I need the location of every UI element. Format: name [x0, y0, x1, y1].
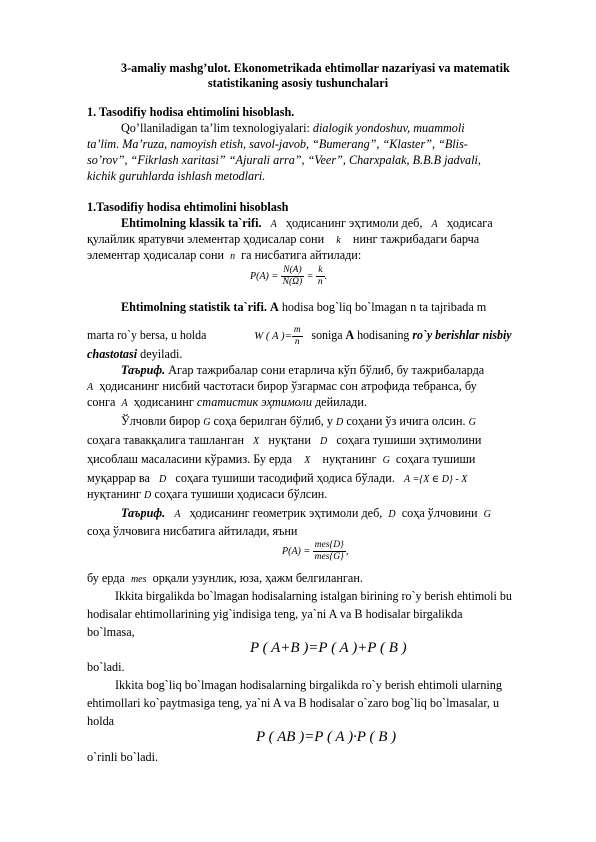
- mul-line-1: Ikkita bog`liq bo`lmagan hodisalarning birgalikda ro`y berish ehtimoli ularning: [115, 678, 502, 692]
- def2-line-2: соҳа ўлчовига нисбатига айтилади, яъни: [87, 524, 298, 538]
- stat-text-6: chastotasi: [87, 347, 138, 361]
- stat-def-line-3: [87, 347, 182, 361]
- symbol-g: G: [203, 417, 211, 428]
- classic-text-1: ҳодисанинг эҳтимоли деб,: [285, 216, 423, 230]
- add-line-3: bo`lmasa,: [87, 625, 135, 639]
- symbol-a: A: [270, 219, 277, 230]
- fraction-numerator: N(A): [281, 265, 305, 277]
- def1-line-1: [121, 363, 484, 377]
- fraction-denominator: n: [317, 277, 323, 288]
- stat-def-line-2: [87, 322, 512, 349]
- fraction-denominator: N(Ω): [282, 277, 303, 288]
- stat-text-7: deyiladi.: [140, 347, 183, 361]
- geo-text: соҳани ўз ичига олсин.: [346, 414, 466, 428]
- definition-term: Таъриф.: [121, 363, 166, 377]
- mes-text: бу ерда: [87, 571, 125, 585]
- formula-relative-frequency: [254, 324, 302, 347]
- symbol-a: A: [121, 398, 128, 409]
- tech-line-3: so’rov”, “Fikrlash xaritasi” “Ajurali arra”, “Veer”, Charxpalak, B.B.B jadvali,: [87, 153, 481, 167]
- geo-text: соҳага тушиши ҳодисаси бўлсин.: [154, 487, 328, 501]
- geo-text: соҳага тавакқалига ташланган: [87, 433, 244, 447]
- symbol-x: X: [253, 436, 260, 447]
- symbol-g: G: [382, 455, 390, 466]
- geo-line-2: [87, 433, 481, 449]
- fraction-numerator: mes{D}: [314, 540, 344, 551]
- geo-line-3: [87, 452, 475, 468]
- geo-text: ҳисоблаш масаласини кўрамиз. Бу ерда: [87, 452, 293, 466]
- stat-text-4: hodisaning: [357, 328, 410, 342]
- geo-line-1: [121, 414, 476, 430]
- add-line-1: Ikkita birgalikda bo`lmagan hodisalarning istalgan birining ro`y berish ehtimoli bu: [115, 589, 512, 603]
- mul-line-2: ehtimollari ko`paytmasiga teng, ya`ni A va B hodisalar o`zaro bog`liq bo`lmasalar, u: [87, 696, 500, 710]
- geo-text: нуқтанинг: [87, 487, 141, 501]
- formula-multiplication: P ( AB )=P ( A )·P ( B ): [256, 729, 397, 745]
- fraction-mn: [292, 325, 303, 348]
- formula-classic: [250, 263, 327, 291]
- stat-text-5: ro`y berishlar nisbiy: [412, 328, 512, 342]
- formula-equals: =: [306, 271, 314, 282]
- stat-term: Ehtimolning statistik ta`rifi.: [121, 300, 267, 314]
- geo-text: нуқтанинг: [322, 452, 377, 466]
- title-line-2: statistikaning asosiy tushunchalari: [207, 76, 389, 90]
- mul-line-4: o`rinli bo`ladi.: [87, 750, 159, 764]
- add-line-2: hodisalar ehtimollarining yig`indisiga teng, ya`ni A va B hodisalar birgalikda: [87, 607, 463, 621]
- symbol-d: D: [388, 509, 396, 520]
- symbol-n: n: [230, 251, 236, 262]
- classic-text-3: қулайлик яратувчи элементар ҳодисалар сони: [87, 232, 325, 246]
- def1-line-3: [87, 395, 367, 411]
- fraction-denominator: n: [294, 336, 300, 347]
- classic-def-line-1: [121, 216, 493, 232]
- classic-text-4: нинг тажрибадаги барча: [352, 232, 480, 246]
- tech-intro-rest: dialogik yondoshuv, muammoli: [312, 121, 465, 135]
- mes-text: орқали узунлик, юза, ҳажм белгиланган.: [152, 571, 363, 585]
- formula-lhs: W ( A )=: [254, 330, 292, 342]
- classic-term: Ehtimolning klassik ta`rifi.: [121, 216, 262, 230]
- classic-text-5: элементар ҳодисалар сони: [87, 248, 224, 262]
- set-formula: A ={X ∈ D} - X: [404, 474, 468, 485]
- formula-geometric: [282, 537, 348, 567]
- symbol-a: A: [269, 300, 279, 314]
- geo-text: муқаррар ва: [87, 471, 150, 485]
- tech-intro: [121, 121, 465, 135]
- geo-text: Ўлчовли бирор: [121, 414, 201, 428]
- symbol-d: D: [159, 474, 167, 485]
- stat-def-line-1: [121, 300, 486, 314]
- classic-def-line-3: [87, 248, 361, 264]
- fraction-numerator: m: [293, 324, 301, 335]
- fraction-mes: [313, 540, 346, 563]
- geo-text: соҳага тушиши: [395, 452, 476, 466]
- stat-text-1: hodisa bog`liq bo`lmagan n ta tajribada m: [281, 300, 487, 314]
- formula-end: .: [324, 271, 328, 282]
- geo-line-5: [87, 487, 327, 503]
- symbol-k: k: [336, 235, 341, 246]
- geo-text: соҳа берилган бўлиб, у: [213, 414, 333, 428]
- classic-def-line-2: [87, 232, 479, 248]
- geo-text: соҳага тушиши эҳтимолини: [336, 433, 482, 447]
- def1-text-3: сонга: [87, 395, 116, 409]
- fraction-na: [281, 265, 305, 288]
- def1-text-2: ҳодисанинг нисбий частотаси бирор ўзгармас сон атрофида тебранса, бу: [99, 379, 477, 393]
- symbol-a: A: [345, 328, 355, 342]
- symbol-a: A: [87, 382, 94, 393]
- symbol-mes: mes: [130, 574, 147, 585]
- mul-line-3: holda: [87, 714, 115, 728]
- formula-end: ,: [345, 546, 349, 557]
- symbol-d: D: [144, 490, 152, 501]
- classic-text-6: га нисбатига айтилади:: [241, 248, 362, 262]
- def2-text: соҳа ўлчовини: [401, 506, 478, 520]
- geo-text: нуқтани: [268, 433, 311, 447]
- stat-text-2: marta ro`y bersa, u holda: [87, 328, 207, 342]
- fraction-denominator: mes{G}: [314, 552, 344, 563]
- geo-line-4: [87, 471, 467, 487]
- classic-text-2: ҳодисага: [446, 216, 493, 230]
- symbol-g: G: [468, 417, 476, 428]
- section-2-heading: 1.Tasodifiy hodisa ehtimolini hisoblash: [87, 200, 289, 214]
- symbol-d: D: [336, 417, 344, 428]
- def1-text-6: дейилади.: [314, 395, 367, 409]
- definition-term: Таъриф.: [121, 506, 166, 520]
- tech-line-2: ta’lim. Ma’ruza, namoyish etish, savol-javob, “Bumerang”, “Klaster”, “Blis-: [87, 137, 468, 151]
- def1-text-1: Агар тажрибалар сони етарлича кўп бўлиб, бу тажрибаларда: [168, 363, 485, 377]
- geo-text: соҳага тушиши тасодифий ҳодиса бўлади.: [175, 471, 395, 485]
- def2-text: ҳодисанинг геометрик эҳтимоли деб,: [189, 506, 383, 520]
- symbol-a: A: [174, 509, 181, 520]
- symbol-a: A: [431, 219, 438, 230]
- section-1-heading: 1. Tasodifiy hodisa ehtimolini hisoblash.: [87, 105, 295, 119]
- symbol-x: X: [304, 455, 311, 466]
- fraction-numerator: k: [316, 265, 325, 277]
- tech-line-4: kichik guruhlarda ishlash metodlari.: [87, 169, 266, 183]
- title-line-1: 3-amaliy mashg’ulot. Ekonometrikada ehtimollar nazariyasi va matematik: [121, 61, 510, 75]
- def2-line-1: [121, 506, 491, 522]
- formula-lhs: P(A) =: [250, 271, 279, 282]
- def1-text-5: статистик эҳтимоли: [196, 395, 312, 409]
- tech-intro-label: Qo’llaniladigan ta’lim texnologiyalari:: [121, 121, 310, 135]
- def1-text-4: ҳодисанинг: [133, 395, 194, 409]
- symbol-g: G: [483, 509, 491, 520]
- fraction-kn: [316, 265, 325, 288]
- mes-line: [87, 571, 363, 587]
- formula-lhs: P(A) =: [282, 546, 311, 557]
- symbol-d: D: [319, 436, 328, 447]
- formula-addition: P ( A+B )=P ( A )+P ( B ): [250, 640, 407, 656]
- def1-line-2: [87, 379, 477, 395]
- add-line-4: bo`ladi.: [87, 660, 125, 674]
- stat-text-3: soniga: [311, 328, 343, 342]
